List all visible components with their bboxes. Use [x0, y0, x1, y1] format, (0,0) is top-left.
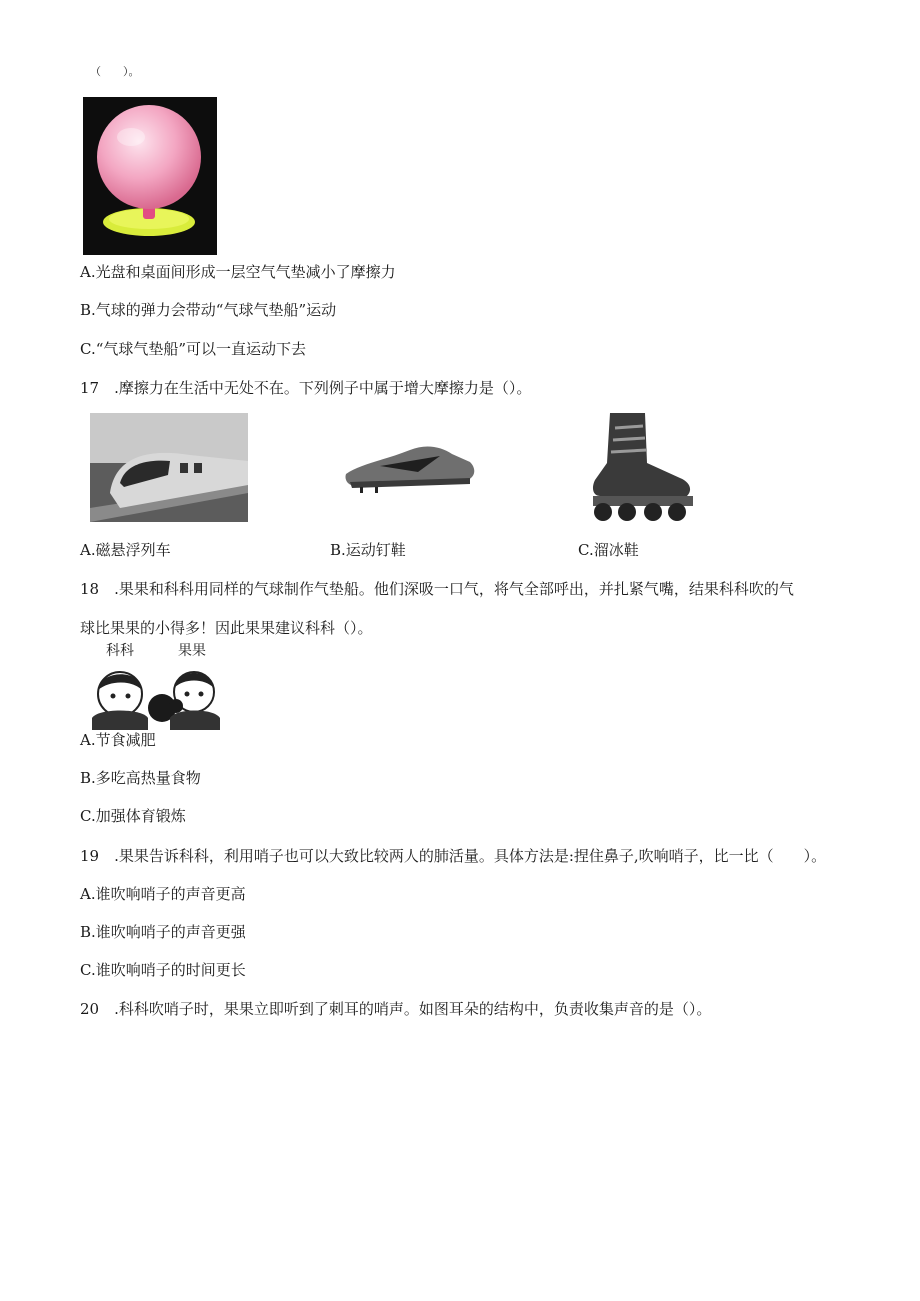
q18-stem-line1: 18 .果果和科科用同样的气球制作气垫船。他们深吸一口气，将气全部呼出，并扎紧气嘴，结果科科吹的气 — [80, 580, 794, 598]
q16-option-c: C.“气球气垫船”可以一直运动下去 — [80, 340, 307, 358]
q17-option-a: A.磁悬浮列车 — [80, 541, 171, 559]
figure-label-guoguo: 果果 — [178, 643, 206, 659]
spike-shoe-image — [340, 440, 480, 498]
q19-option-b: B.谁吹响哨子的声音更强 — [80, 923, 246, 941]
q17-stem: 17 .摩擦力在生活中无处不在。下列例子中属于增大摩擦力是（）。 — [80, 379, 532, 397]
q20-stem: 20 .科科吹哨子时，果果立即听到了刺耳的哨声。如图耳朵的结构中，负责收集声音的是（）。 — [80, 1000, 712, 1018]
maglev-train-image — [90, 413, 248, 522]
q19-stem: 19 .果果告诉科科，利用哨子也可以大致比较两人的肺活量。具体方法是:捏住鼻子,吹响哨子，比一比（ ）。 — [80, 847, 827, 865]
q16-option-a: A.光盘和桌面间形成一层空气气垫减小了摩擦力 — [80, 263, 396, 281]
q17-option-b: B.运动钉鞋 — [330, 541, 406, 559]
children-blowing-balloons-image — [88, 662, 228, 730]
q18-stem-line2: 球比果果的小得多！因此果果建议科科（）。 — [80, 619, 373, 637]
q17-option-c: C.溜冰鞋 — [578, 541, 639, 559]
q19-option-c: C.谁吹响哨子的时间更长 — [80, 961, 246, 979]
q19-option-a: A.谁吹响哨子的声音更高 — [80, 885, 246, 903]
q18-option-c: C.加强体育锻炼 — [80, 807, 186, 825]
q18-option-a: A.节食减肥 — [80, 731, 156, 749]
q16-answer-blank: （ ）。 — [90, 65, 140, 78]
q16-option-b: B.气球的弹力会带动“气球气垫船”运动 — [80, 301, 337, 319]
balloon-hovercraft-image — [83, 97, 217, 255]
q18-option-b: B.多吃高热量食物 — [80, 769, 201, 787]
roller-skate-image — [575, 408, 705, 523]
figure-label-keke: 科科 — [106, 643, 134, 659]
